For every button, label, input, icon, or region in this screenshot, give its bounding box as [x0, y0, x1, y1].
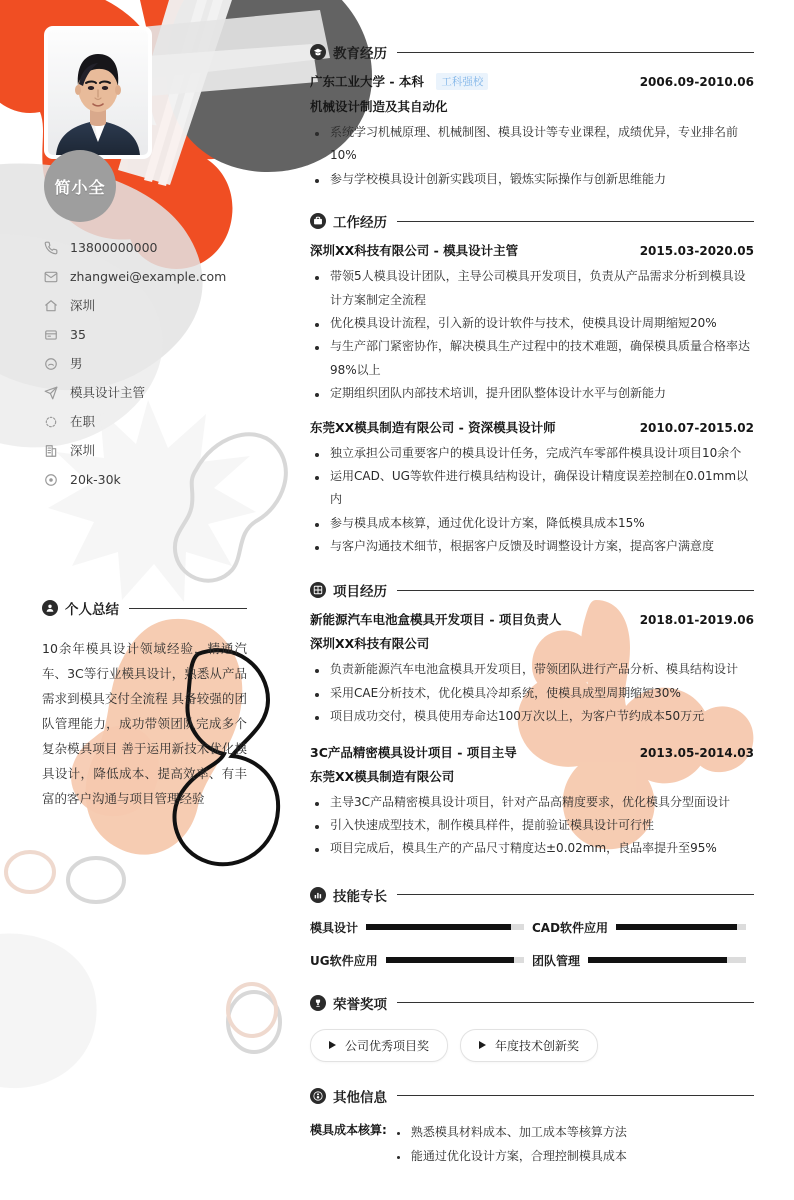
skill-bar-track: [588, 957, 746, 963]
name-badge: [44, 150, 116, 222]
skill-bar-fill: [616, 924, 737, 930]
entry-header: [310, 610, 754, 628]
salary-icon: [42, 471, 60, 489]
other-title: 其他信息: [333, 1089, 387, 1106]
section-awards: [310, 987, 754, 1062]
bullet-item: 独立承担公司重要客户的模具设计任务，完成汽车零部件模具设计项目10余个: [310, 442, 754, 465]
entry-header: [310, 241, 754, 259]
play-triangle-icon: [479, 1041, 486, 1049]
contact-item-salary: [42, 466, 292, 494]
project-name: 新能源汽车电池盒模具开发项目 - 项目负责人: [310, 612, 562, 628]
contact-value: 35: [70, 326, 86, 342]
bullet-item: 采用CAE分析技术，优化模具冷却系统，使模具成型周期缩短30%: [310, 682, 754, 705]
skill-label: 团队管理: [532, 953, 581, 968]
project-date: 2013.05-2014.03: [639, 745, 754, 760]
project-date: 2018.01-2019.06: [639, 613, 754, 628]
divider: [397, 221, 754, 222]
other-group: [310, 1106, 754, 1168]
home-icon: [42, 297, 60, 315]
candidate-name: 简小全: [54, 177, 106, 197]
grid-icon: [310, 582, 326, 598]
awards-header: [310, 993, 754, 1013]
entry-header: [310, 743, 754, 761]
work-date: 2010.07-2015.02: [639, 420, 754, 435]
contact-item-email: [42, 263, 292, 291]
contact-value: zhangwei@example.com: [70, 268, 227, 284]
awards-title: 荣誉奖项: [333, 996, 387, 1013]
awards-list: [310, 1013, 754, 1062]
divider: [397, 1002, 754, 1003]
award-item[interactable]: [460, 1029, 598, 1062]
contact-item-age: [42, 321, 292, 349]
info-icon: [310, 1088, 326, 1104]
skill-item: [310, 919, 532, 936]
status-icon: [42, 413, 60, 431]
gender-icon: [42, 355, 60, 373]
work-title: 工作经历: [333, 215, 387, 232]
bullet-item: 优化模具设计流程，引入新的设计软件与技术，使模具设计周期缩短20%: [310, 312, 754, 335]
work-body: [310, 231, 754, 558]
phone-icon: [42, 239, 60, 257]
skill-label: 模具设计: [310, 920, 359, 935]
contact-item-city: [42, 292, 292, 320]
section-other-info: [310, 1064, 754, 1168]
contact-list: [42, 234, 292, 495]
work-entry: [310, 418, 754, 559]
skill-item: [532, 919, 754, 936]
education-body: [310, 62, 754, 191]
bullet-item: 运用CAD、UG等软件进行模具结构设计，确保设计精度误差控制在0.01mm以内: [310, 465, 754, 512]
company-position: 东莞XX模具制造有限公司 - 资深模具设计师: [310, 419, 556, 435]
bullet-item: 项目成功交付，模具使用寿命达100万次以上，为客户节约成本50万元: [310, 705, 754, 728]
main-content: [310, 0, 754, 1170]
contact-item-status: [42, 408, 292, 436]
section-work: [310, 197, 754, 558]
skill-bar-fill: [386, 957, 515, 963]
contact-item-location: [42, 437, 292, 465]
project-entry: [310, 743, 754, 861]
work-entry: [310, 241, 754, 405]
bullet-item: 系统学习机械原理、机械制图、模具设计等专业课程，成绩优异，专业排名前10%: [310, 121, 754, 168]
bullet-item: 引入快速成型技术，制作模具样件，提前验证模具设计可行性: [310, 814, 754, 837]
work-header: [310, 211, 754, 231]
education-date: 2006.09-2010.06: [639, 75, 754, 89]
divider: [397, 894, 754, 895]
other-header: [310, 1086, 754, 1106]
divider: [129, 608, 247, 609]
envelope-icon: [42, 268, 60, 286]
skill-item: [310, 952, 532, 969]
section-projects: [310, 564, 754, 860]
contact-value: 20k-30k: [70, 471, 121, 487]
divider: [397, 1095, 754, 1096]
section-education: [310, 0, 754, 191]
profile-photo: [48, 30, 148, 155]
projects-title: 项目经历: [333, 584, 387, 601]
contact-item-position: [42, 379, 292, 407]
bullet-item: 与客户沟通技术细节，根据客户反馈及时调整设计方案，提高客户满意度: [310, 535, 754, 558]
summary-header: [42, 598, 247, 618]
play-triangle-icon: [329, 1041, 336, 1049]
other-key: 模具成本核算:: [310, 1122, 387, 1137]
other-values: [391, 1120, 754, 1168]
contact-value: 在职: [70, 413, 96, 429]
contact-value: 13800000000: [70, 239, 158, 255]
skill-item: [532, 952, 754, 969]
award-item[interactable]: [310, 1029, 448, 1062]
contact-item-phone: [42, 234, 292, 262]
bullet-item: 参与学校模具设计创新实践项目，锻炼实际操作与创新思维能力: [310, 168, 754, 191]
graduation-icon: [310, 44, 326, 60]
summary-text: 10余年模具设计领域经验，精通汽车、3C等行业模具设计，熟悉从产品需求到模具交付全流程 具备较强的团队管理能力，成功带领团队完成多个复杂模具项目 善于运用新技术优化模具设计，降低成本、提高效率、有丰富的客户沟通与项目管理经验: [42, 641, 247, 806]
user-icon: [42, 600, 58, 616]
section-skills: [310, 867, 754, 985]
company-position: 深圳XX科技有限公司 - 模具设计主管: [310, 243, 519, 259]
education-entry: [310, 72, 754, 191]
section-summary: [42, 598, 247, 811]
school-tag: 工科强校: [436, 73, 488, 90]
contact-value: 深圳: [70, 442, 96, 458]
skill-bar-track: [366, 924, 524, 930]
trophy-icon: [310, 995, 326, 1011]
bullet-item: 与生产部门紧密协作，解决模具生产过程中的技术难题，确保模具质量合格率达98%以上: [310, 335, 754, 382]
bullet-item: 能通过优化设计方案，合理控制模具成本: [391, 1144, 754, 1168]
project-entry: [310, 610, 754, 728]
education-header: [310, 42, 754, 62]
entry-header: [310, 72, 754, 91]
work-date: 2015.03-2020.05: [639, 244, 754, 259]
skill-label: CAD软件应用: [532, 920, 609, 935]
award-label: 公司优秀项目奖: [345, 1038, 430, 1053]
id-card-icon: [42, 326, 60, 344]
work-bullets: [310, 265, 754, 405]
work-bullets: [310, 442, 754, 559]
project-name: 3C产品精密模具设计项目 - 项目主导: [310, 744, 517, 760]
skill-label: UG软件应用: [310, 953, 378, 968]
bullet-item: 负责新能源汽车电池盒模具开发项目，带领团队进行产品分析、模具结构设计: [310, 658, 754, 681]
bullet-item: 项目完成后，模具生产的产品尺寸精度达±0.02mm，良品率提升至95%: [310, 837, 754, 860]
bullet-item: 定期组织团队内部技术培训，提升团队整体设计水平与创新能力: [310, 382, 754, 405]
briefcase-icon: [310, 213, 326, 229]
contact-value: 模具设计主管: [70, 384, 146, 400]
project-bullets: [310, 658, 754, 728]
project-company: 深圳XX科技有限公司: [310, 636, 430, 652]
bullet-item: 熟悉模具材料成本、加工成本等核算方法: [391, 1120, 754, 1144]
skill-bar-fill: [588, 957, 727, 963]
paper-plane-icon: [42, 384, 60, 402]
education-bullets: [310, 121, 754, 191]
project-bullets: [310, 791, 754, 861]
skills-grid: [310, 905, 754, 985]
award-label: 年度技术创新奖: [495, 1038, 580, 1053]
bullet-item: 参与模具成本核算，通过优化设计方案，降低模具成本15%: [310, 512, 754, 535]
skills-header: [310, 885, 754, 905]
contact-value: 深圳: [70, 297, 96, 313]
bullet-item: 带领5人模具设计团队，主导公司模具开发项目，负责从产品需求分析到模具设计方案制定全流程: [310, 265, 754, 312]
skill-bar-track: [386, 957, 524, 963]
projects-body: [310, 600, 754, 860]
chart-icon: [310, 887, 326, 903]
contact-value: 男: [70, 355, 83, 371]
projects-header: [310, 580, 754, 600]
contact-item-gender: [42, 350, 292, 378]
school-name: 广东工业大学 - 本科: [310, 74, 424, 89]
summary-title: 个人总结: [65, 602, 119, 618]
education-title: 教育经历: [333, 46, 387, 62]
project-company: 东莞XX模具制造有限公司: [310, 768, 455, 784]
left-sidebar: [0, 0, 300, 1200]
skills-title: 技能专长: [333, 888, 387, 905]
entry-header: [310, 418, 754, 436]
major-name: 机械设计制造及其自动化: [310, 99, 448, 114]
building-icon: [42, 442, 60, 460]
skill-bar-fill: [366, 924, 511, 930]
bullet-item: 主导3C产品精密模具设计项目，针对产品高精度要求，优化模具分型面设计: [310, 791, 754, 814]
skill-bar-track: [616, 924, 746, 930]
divider: [397, 590, 754, 591]
divider: [397, 52, 754, 53]
